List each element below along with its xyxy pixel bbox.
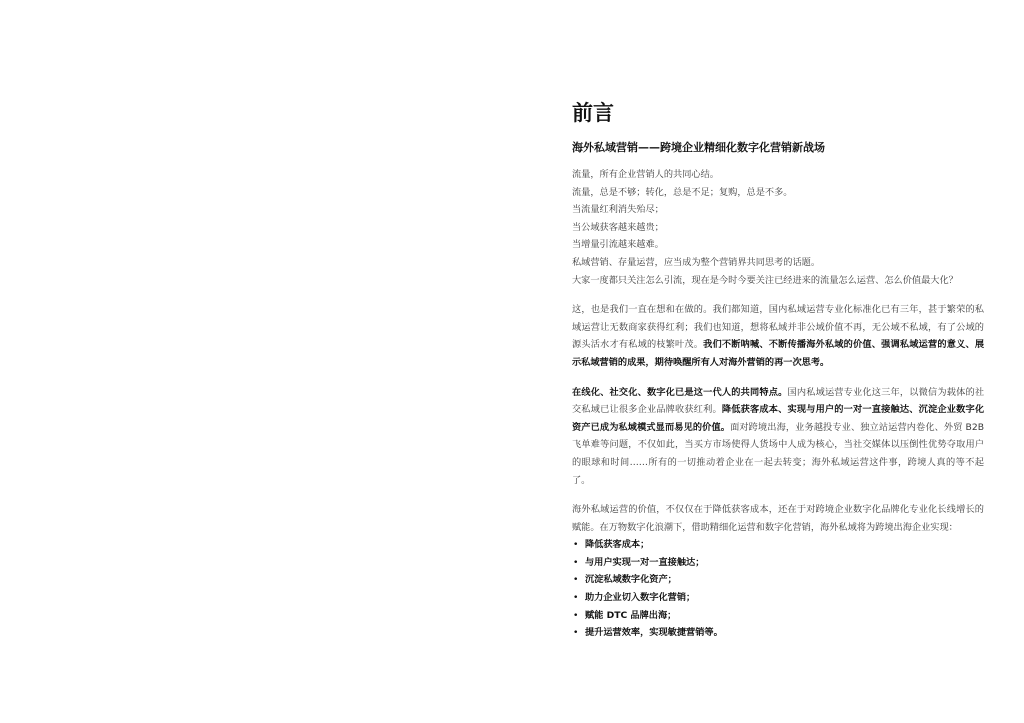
paragraph-text: 海外私域运营的价值，不仅仅在于降低获客成本，还在于对跨境企业数字化品牌化专业化长线增长的赋能。在万物数字化浪潮下，借助精细化运营和数字化营销，海外私域将为跨境出海企业实现：	[572, 504, 984, 533]
intro-line: 当流量红利消失殆尽；	[572, 204, 664, 216]
paragraph-2	[572, 301, 984, 371]
paragraph-4	[572, 501, 984, 536]
list-item: • 沉淀私域数字化资产；	[572, 571, 984, 589]
page-title: 前言	[572, 101, 614, 125]
intro-line: 流量，所有企业营销人的共同心结。	[572, 169, 719, 180]
intro-line: 流量，总是不够；转化，总是不足；复购，总是不多。	[572, 186, 793, 198]
list-item: • 与用户实现一对一直接触达；	[572, 554, 984, 572]
intro-line: 大家一度都只关注怎么引流，现在是今时今要关注已经进来的流量怎么运营、怎么价值最大化？	[572, 274, 958, 286]
paragraph-emphasis: 在线化、社交化、数字化已是这一代人的共同特点。	[572, 386, 788, 398]
paragraph-text: 这，也是我们一直在想和在做的。我们都知道，国内私域运营专业化标准化已有三年，甚于繁荣的私域运营让无数商家获得红利；我们也知道，想将私域并非公域价值不再，无公域不私域，有了公域的源头活水才有私域的枝繁叶茂。	[572, 304, 984, 351]
paragraph-3	[572, 384, 984, 490]
paragraph-text: 面对跨境出海，业务越投专业、独立站运营内卷化、外贸 B2B 飞单难等问题，不仅如此，当买方市场使得人货场中人成为核心，当社交媒体以压倒性优势夺取用户的眼球和时间……所有的一切推动着企业在一起去转变；海外私域运营这件事，跨境人真的等不起了。	[572, 421, 985, 486]
preface-section	[572, 100, 984, 642]
intro-line: 当增量引流越来越难。	[572, 239, 664, 251]
list-item: • 降低获客成本；	[572, 536, 984, 554]
list-item: • 助力企业切入数字化营销；	[572, 589, 984, 607]
paragraph-text: 国内私域运营专业化这三年，以微信为载体的社交私域已让很多企业品牌收获红利。	[572, 386, 985, 416]
section-subtitle: 海外私域营销——跨境企业精细化数字化营销新战场	[572, 141, 825, 154]
intro-lines	[572, 166, 984, 289]
intro-line: 私域营销、存量运营，应当成为整个营销界共同思考的话题。	[572, 256, 821, 268]
list-item: • 提升运营效率，实现敏捷营销等。	[572, 624, 984, 642]
paragraph-emphasis: 我们不断呐喊、不断传播海外私域的价值、强调私域运营的意义、展示私域营销的成果，期待唤醒所有人对海外营销的再一次思考。	[572, 339, 985, 368]
benefit-list	[572, 536, 984, 642]
paragraph-emphasis: 降低获客成本、实现与用户的一对一直接触达、沉淀企业数字化资产已成为私域模式显而易见的价值。	[572, 404, 985, 433]
intro-line: 当公域获客越来越贵；	[572, 221, 664, 233]
list-item: • 赋能 DTC 品牌出海；	[572, 607, 984, 625]
